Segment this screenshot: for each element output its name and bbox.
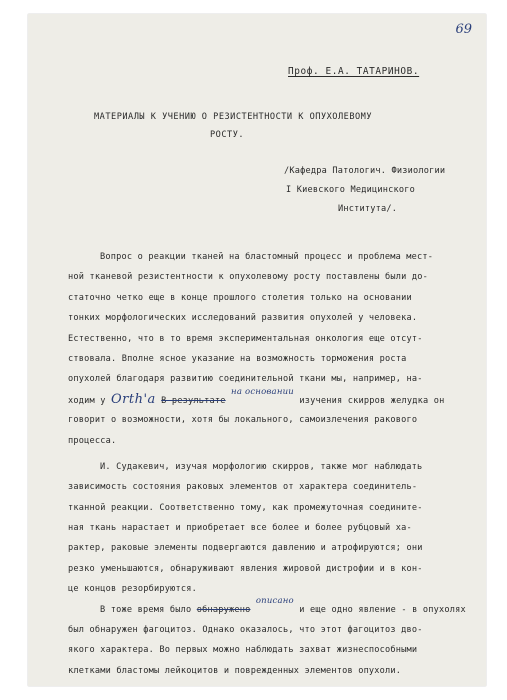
- handwritten-orth: Orth'a: [111, 391, 156, 407]
- body-line-12: зависимость состояния раковых элементов от характера соединитель-: [68, 482, 418, 493]
- body-line-4: тонких морфологических исследований развития опухолей у человека.: [68, 313, 418, 324]
- body-text: [68, 247, 480, 681]
- body-line-6: ствовала. Вполне ясное указание на возможность торможения роста: [68, 353, 407, 364]
- page-number: 69: [455, 22, 472, 37]
- body-line-15: рактер, раковые элементы подвергаются давлению и атрофируются; они: [68, 543, 423, 554]
- body-line-14: ная ткань нарастает и приобретает все более и более рубцовый ха-: [68, 523, 412, 534]
- struck-text-1: В результате: [161, 395, 226, 406]
- body-line-18-end: и еще одно явление - в опухолях: [299, 604, 466, 615]
- body-line-5: Естественно, что в то время экспериментальная онкология еще отсут-: [68, 333, 423, 344]
- body-line-20: якого характера. Во первых можно наблюдать захват жизнеспособными: [68, 645, 418, 656]
- title-line-1: МАТЕРИАЛЫ К УЧЕНИЮ О РЕЗИСТЕНТНОСТИ К ОПУХОЛЕВОМУ: [94, 112, 373, 122]
- body-line-8-end: изучения скирров желудка он: [299, 395, 445, 406]
- body-line-1: Вопрос о реакции тканей на бластомный процесс и проблема мест-: [100, 252, 434, 262]
- body-line-17: це концов резорбируются.: [68, 584, 197, 595]
- body-line-16: резко уменьшаются, обнаруживают явления жировой дистрофии и в кон-: [68, 563, 423, 574]
- body-line-2: ной тканевой резистентности к опухолевому росту поставлены были до-: [68, 272, 429, 283]
- struck-text-2: обнаружено: [196, 604, 251, 615]
- body-line-10: процесса.: [68, 435, 117, 446]
- body-line-9: говорит о возможности, хотя бы локального, самоизлечения ракового: [68, 415, 418, 426]
- author-name: Проф. Е.А. ТАТАРИНОВ.: [288, 66, 420, 77]
- affiliation-line-3: Института/.: [338, 204, 398, 214]
- body-line-13: тканной реакции. Соответственно тому, как промежуточная соедините-: [68, 502, 423, 513]
- body-line-18: [68, 595, 480, 620]
- handwritten-insert-1: на основании: [231, 386, 294, 397]
- body-line-8-start: ходим у: [68, 395, 106, 406]
- body-line-18-start: В тоже время было: [100, 604, 192, 615]
- body-line-3: статочно четко еще в конце прошлого столетия только на основании: [68, 292, 412, 303]
- affiliation-line-1: /Кафедра Патологич. Физиологии: [284, 166, 446, 176]
- body-line-8: [68, 386, 480, 410]
- body-line-11: И. Судакевич, изучая морфологию скирров, также мог наблюдать: [100, 461, 423, 472]
- body-line-7: опухолей благодаря развитию соединительной ткани мы, например, на-: [68, 374, 423, 385]
- handwritten-insert-2: описано: [255, 595, 294, 606]
- body-line-19: был обнаружен фагоцитоз. Однако оказалось, что этот фагоцитоз дво-: [68, 625, 423, 636]
- affiliation-line-2: I Киевского Медицинского: [286, 185, 415, 195]
- document-page: [28, 14, 486, 686]
- title-line-2: РОСТУ.: [210, 130, 245, 140]
- body-line-21: клетками бластомы лейкоцитов и поврежденных элементов опухоли.: [68, 665, 402, 676]
